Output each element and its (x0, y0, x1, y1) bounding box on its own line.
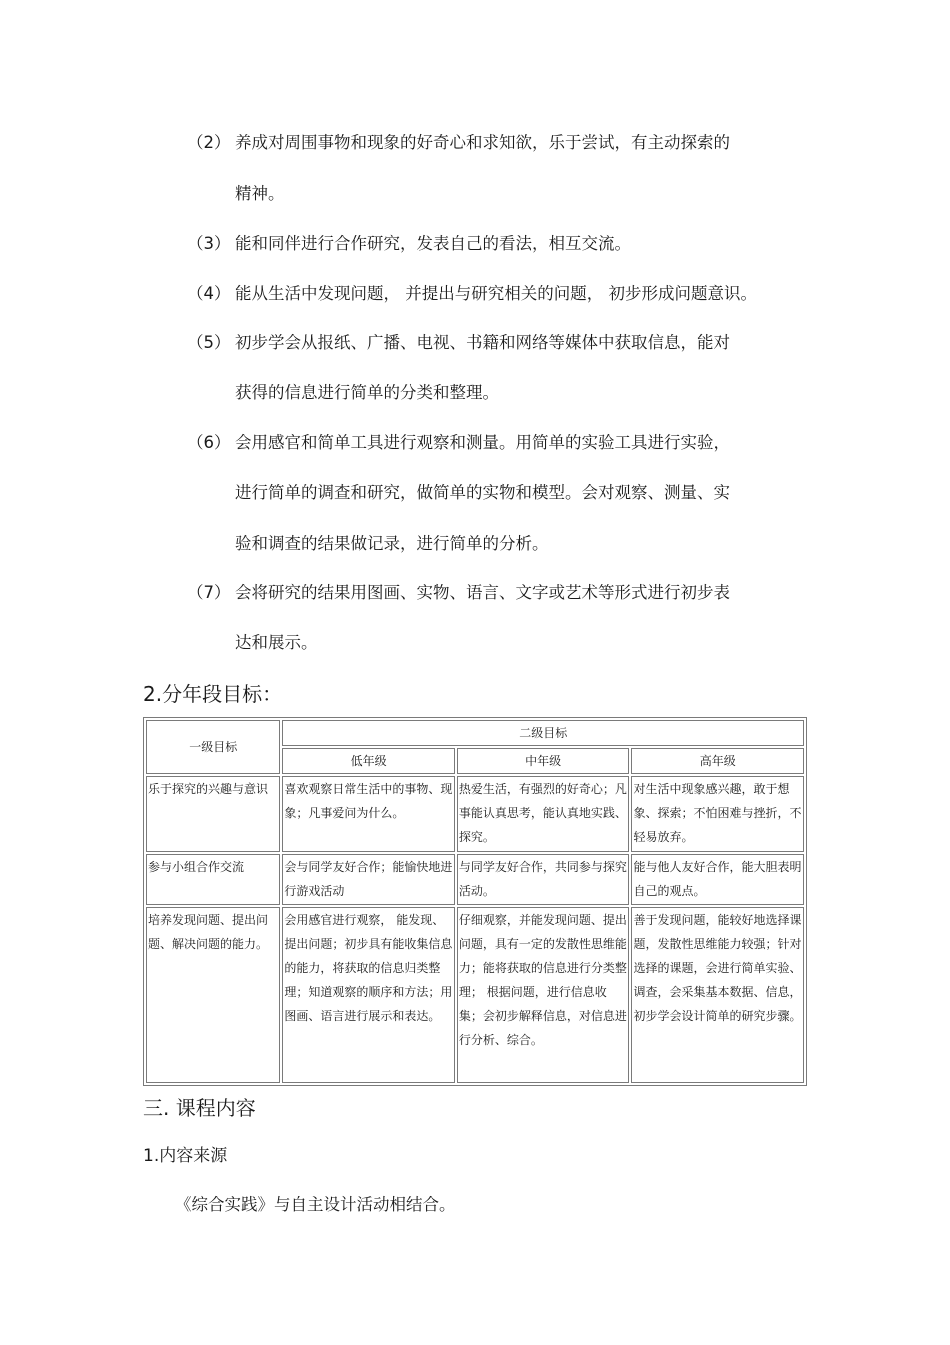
item-text: 初步学会从报纸、广播、电视、书籍和网络等媒体中获取信息，能对 (235, 333, 730, 352)
content-source-text: 《综合实践》与自主设计活动相结合。 (175, 1195, 456, 1214)
cell-mid: 与同学友好合作，共同参与探究活动。 (457, 854, 630, 905)
item-text: 进行简单的调查和研究，做简单的实物和模型。会对观察、测量、实 (235, 483, 730, 502)
item-number: （6） (187, 433, 231, 452)
cell-mid: 仔细观察，并能发现问题、提出问题，具有一定的发散性思维能力；能将获取的信息进行分类整理； 根据问题，进行信息收集；会初步解释信息，对信息进行分析、综合。 (457, 907, 630, 1083)
item-text: 养成对周围事物和现象的好奇心和求知欲，乐于尝试，有主动探索的 (235, 133, 730, 152)
cell-mid: 热爱生活，有强烈的好奇心；凡事能认真思考，能认真地实践、探究。 (457, 776, 630, 852)
item-number: （2） (187, 133, 231, 152)
item-text: 获得的信息进行简单的分类和整理。 (235, 383, 499, 402)
cell-high: 对生活中现象感兴趣，敢于想象、探索；不怕困难与挫折，不轻易放弃。 (631, 776, 804, 852)
row-label: 培养发现问题、提出问题、解决问题的能力。 (146, 907, 280, 1083)
item-text: 能和同伴进行合作研究，发表自己的看法，相互交流。 (235, 234, 631, 253)
goals-table (143, 717, 807, 1086)
item-text: 达和展示。 (235, 633, 318, 652)
cell-low: 会用感官进行观察， 能发现、提出问题；初步具有能收集信息的能力，将获取的信息归类整理；知道观察的顺序和方法；用图画、语言进行展示和表达。 (282, 907, 455, 1083)
item-text: 会将研究的结果用图画、实物、语言、文字或艺术等形式进行初步表 (235, 583, 730, 602)
header-high-grade: 高年级 (631, 748, 804, 774)
item-number: （5） (187, 333, 231, 352)
item-text: 验和调查的结果做记录，进行简单的分析。 (235, 534, 549, 553)
table-row (146, 854, 804, 905)
header-low-grade: 低年级 (282, 748, 455, 774)
row-label: 乐于探究的兴趣与意识 (146, 776, 280, 852)
cell-high: 善于发现问题，能较好地选择课题，发散性思维能力较强；针对选择的课题，会进行简单实验、调查，会采集基本数据、信息，初步学会设计简单的研究步骤。 (631, 907, 804, 1083)
header-level2: 二级目标 (282, 720, 804, 746)
header-level1: 一级目标 (146, 720, 280, 774)
table-row (146, 907, 804, 1083)
subsection-title: 1.内容来源 (143, 1146, 228, 1166)
row-label: 参与小组合作交流 (146, 854, 280, 905)
item-text: 会用感官和简单工具进行观察和测量。用简单的实验工具进行实验， (235, 433, 730, 452)
cell-low: 会与同学友好合作；能愉快地进行游戏活动 (282, 854, 455, 905)
section-goals-title: 2.分年段目标： (143, 682, 283, 706)
cell-high: 能与他人友好合作，能大胆表明自己的观点。 (631, 854, 804, 905)
item-text: 精神。 (235, 184, 285, 203)
item-number: （3） (187, 234, 231, 253)
section3-title: 三. 课程内容 (143, 1096, 256, 1120)
item-number: （7） (187, 583, 231, 602)
item-text: 能从生活中发现问题， 并提出与研究相关的问题， 初步形成问题意识。 (235, 284, 757, 303)
header-mid-grade: 中年级 (457, 748, 630, 774)
table-row (146, 776, 804, 852)
item-number: （4） (187, 284, 231, 303)
cell-low: 喜欢观察日常生活中的事物、现象；凡事爱问为什么。 (282, 776, 455, 852)
